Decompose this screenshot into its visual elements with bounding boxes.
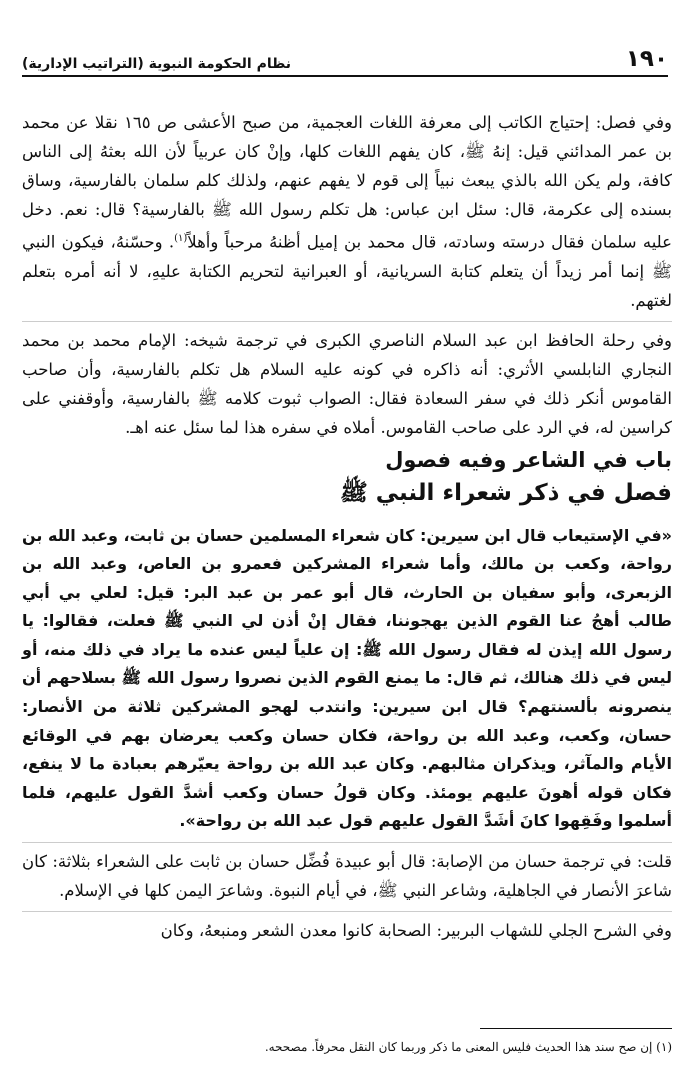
footnote: (١) إن صح سند هذا الحديث فليس المعنى ما ذكر وربما كان النقل محرفاً. مصححه. [264,1040,672,1054]
hadith-quote: «في الإستيعاب قال ابن سيرين: كان شعراء المسلمين حسان بن ثابت، وعبد الله بن رواحة، وكعب بن مالك، وأما شعراء المشركين فعمرو بن العاص، وعبد الله بن الزبعرى، وأبو سفيان بن الحارث، قال أبو عمر بن عبد البر: قيل: لعلي بي أبي طالب أهجُ عنا القوم الذين يهجوننا، فقال إنْ أذن لي النبي ﷺ فعلت، فقالوا: يا رسول الله إيذن له فقال رسول الله ﷺ: إن علياً ليس عنده ما يراد في ذلك منه، أو ليس في ذلك هنالك، ثم قال: ما يمنع القوم الذين نصروا رسول الله ﷺ بسلاحهم أن ينصرونه بألسنتهم؟ قال ابن سيرين: وانتدب لهجو المشركين ثلاثة من الأنصار: حسان، وكعب، وعبد الله بن رواحة، فكان حسان وكعب يعرضان بهم في الوقائع الأيام والمآثر، ويذكران مثالبهم. وكان عبد الله بن رواحة يعيّرهم بعبادة ما لا ينفع، فكان قوله أهونَ عليهم يومئذ. وكان قولُ حسان وكعب أشدَّ القول عليهم، فلما أسلموا وفَقِهوا كانَ أشَدَّ القول عليهم قول عبد الله بن رواحة». [22,525,672,831]
paragraph-isaba: قلت: في ترجمة حسان من الإصابة: قال أبو عبيدة فُضِّل حسان بن ثابت على الشعراء بثلاثة: كان شاعرَ الأنصار في الجاهلية، وشاعر النبي ﷺ، في أيام النبوة. وشاعرَ اليمن كلها في الإسلام. [22,842,672,905]
paragraph-sharh: وفي الشرح الجلي للشهاب البربير: الصحابة كانوا معدن الشعر ومنبعهُ، وكان [22,911,672,945]
paragraph-text: وحسّنهُ، فيكون النبي ﷺ إنما أمر زيداً أن يتعلم كتابة السريانية، أو العبرانية لتحريم الكتابة عليهِ، لا أنه أمره بتعلم لغتهم. [22,232,672,310]
paragraph-text: وفي فصل: إحتياج الكاتب إلى معرفة اللغات العجمية، من صبح الأعشى ص ١٦٥ نقلا عن محمد بن عمر المدائني قيل: إنهُ ﷺ، كان يفهم اللغات كلها، وإنْ كان عربياً لأن الله بعثهُ إلى الناس كافة، ولم يكن الله بالذي يبعث نبياً إلى قوم لا يفهم عنهم، ولذلك كلم سلمان بالفارسية، وساق بسنده إلى عكرمة، قال: سئل ابن عباس: هل تكلم رسول الله ﷺ بالفارسية؟ قال: نعم. دخل عليه سلمان فقال درسته وسادته، قال محمد بن إميل أظنهُ مرحباً وأهلاً [22,113,672,252]
footnote-marker: (١) [174,233,188,244]
running-title: نظام الحكومة النبوية (التراتيب الإدارية) [22,56,292,72]
page-number: ١٩٠ [625,46,668,72]
footnote-divider [480,1028,672,1029]
section-title: فصل في ذكر شعراء النبي ﷺ [339,479,672,506]
chapter-title: باب في الشاعر وفيه فصول [385,447,672,472]
paragraph-persian: وفي فصل: إحتياج الكاتب إلى معرفة اللغات العجمية، من صبح الأعشى ص ١٦٥ نقلا عن محمد بن عمر المدائني قيل: إنهُ ﷺ، كان يفهم اللغات كلها، وإنْ كان عربياً لأن الله بعثهُ إلى الناس كافة، ولم يكن الله بالذي يبعث نبياً إلى قوم لا يفهم عنهم، ولذلك كلم سلمان بالفارسية، وساق بسنده إلى عكرمة، قال: سئل ابن عباس: هل تكلم رسول الله ﷺ بالفارسية؟ قال: نعم. دخل عليه سلمان فقال درسته وسادته، قال محمد بن إميل أظنهُ مرحباً وأهلاً$^{(١)}$. وحسّنهُ، فيكون النبي ﷺ إنما أمر زيداً أن يتعلم كتابة السريانية، أو العبرانية لتحريم الكتابة عليهِ، لا أنه أمره بتعلم لغتهم. [22,113,672,310]
page-header [22,46,668,77]
paragraph-rihla: وفي رحلة الحافظ ابن عبد السلام الناصري الكبرى في ترجمة شيخه: الإمام محمد بن محمد النجاري النابلسي الأثري: أنه ذاكره في كونه عليه السلام هل تكلم بالفارسية، وأن صاحب القاموس أنكر ذلك في سفر السعادة فقال: الصواب ثبوت كلامه ﷺ بالفارسية، وأوقفني على كراسين له، في الرد على صاحب القاموس. أملاه في سفره هذا لما سئل عنه اهـ. [22,321,672,442]
main-text [22,108,672,951]
